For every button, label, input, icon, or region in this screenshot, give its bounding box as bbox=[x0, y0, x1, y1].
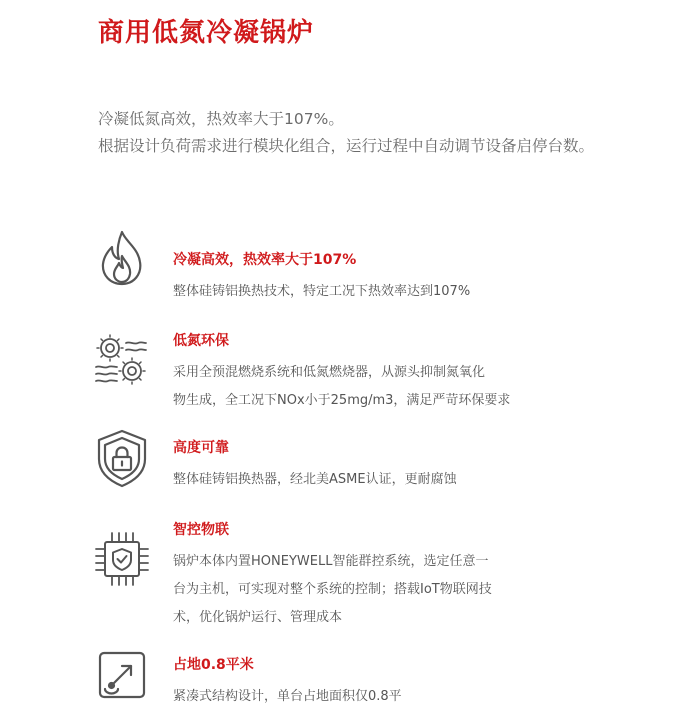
shield-lock-icon bbox=[92, 428, 152, 488]
feature-description bbox=[173, 683, 513, 711]
page-title: 商用低氮冷凝锅炉 bbox=[98, 18, 315, 48]
feature-description bbox=[173, 359, 513, 415]
compact-footprint-icon bbox=[92, 645, 152, 705]
feature-description-line: 术，优化锅炉运行、管理成本 bbox=[173, 610, 343, 625]
intro-line: 根据设计负荷需求进行模块化组合，运行过程中自动调节设备启停台数。 bbox=[98, 137, 595, 155]
feature-title: 冷凝高效，热效率大于107% bbox=[173, 252, 357, 268]
feature-description bbox=[173, 548, 513, 632]
low-nox-icon bbox=[92, 331, 152, 391]
feature-description bbox=[173, 278, 513, 306]
feature-description bbox=[173, 466, 513, 494]
feature-title: 高度可靠 bbox=[173, 440, 229, 456]
feature-title: 智控物联 bbox=[173, 522, 229, 538]
feature-title: 占地0.8平米 bbox=[173, 657, 254, 673]
chip-icon bbox=[92, 529, 152, 589]
intro-line: 冷凝低氮高效，热效率大于107%。 bbox=[98, 110, 344, 128]
feature-title: 低氮环保 bbox=[173, 333, 229, 349]
feature-description-line: 采用全预混燃烧系统和低氮燃烧器，从源头抑制氮氧化 bbox=[173, 365, 486, 380]
feature-description-line: 整体硅铸铝换热技术，特定工况下热效率达到107% bbox=[173, 284, 471, 299]
intro-text bbox=[98, 106, 658, 160]
feature-description-line: 锅炉本体内置HONEYWELL智能群控系统，选定任意一 bbox=[173, 554, 489, 569]
feature-description-line: 台为主机，可实现对整个系统的控制；搭载IoT物联网技 bbox=[173, 582, 492, 597]
feature-description-line: 紧凑式结构设计，单台占地面积仅0.8平 bbox=[173, 689, 402, 704]
flame-icon bbox=[92, 228, 152, 288]
feature-description-line: 整体硅铸铝换热器，经北美ASME认证，更耐腐蚀 bbox=[173, 472, 457, 487]
feature-description-line: 物生成，全工况下NOx小于25mg/m3，满足严苛环保要求 bbox=[173, 393, 511, 408]
